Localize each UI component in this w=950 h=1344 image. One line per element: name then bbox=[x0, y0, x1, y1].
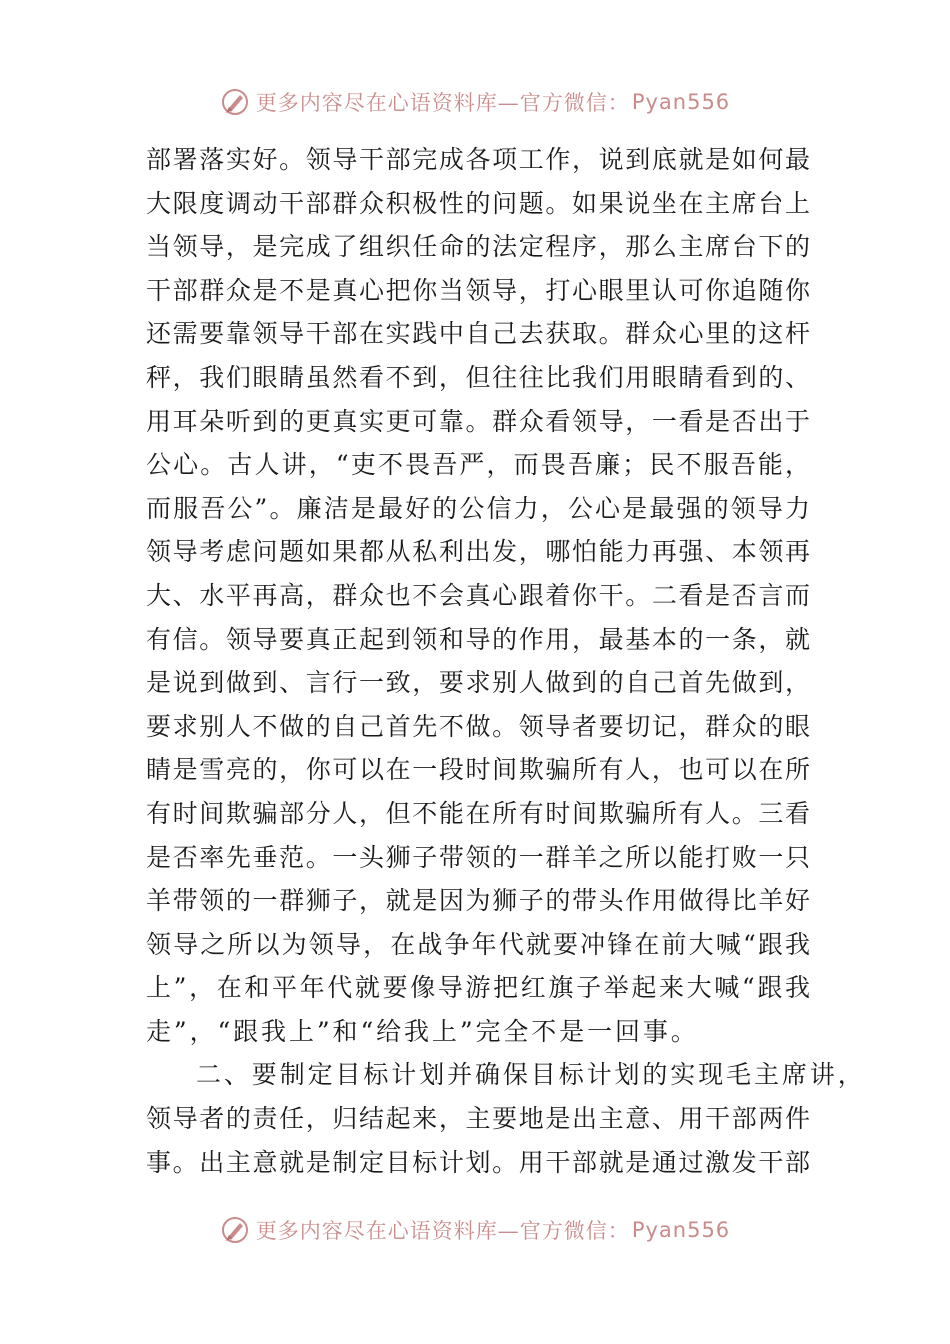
header-banner-id: Pyan556 bbox=[631, 90, 731, 114]
pen-logo-icon bbox=[220, 1215, 250, 1245]
body-line: 用耳朵听到的更真实更可靠。群众看领导，一看是否出于 bbox=[146, 406, 810, 436]
body-line: 事。出主意就是制定目标计划。用干部就是通过激发干部 bbox=[146, 1147, 810, 1177]
pen-logo-icon bbox=[220, 87, 250, 117]
body-line: 当领导，是完成了组织任命的法定程序，那么主席台下的 bbox=[146, 232, 810, 262]
document-body bbox=[146, 138, 866, 1184]
body-line: 领导考虑问题如果都从私利出发，哪怕能力再强、本领再 bbox=[146, 537, 810, 567]
header-banner-text: 更多内容尽在心语资料库—官方微信： bbox=[255, 91, 630, 115]
body-line: 领导者的责任，归结起来，主要地是出主意、用干部两件 bbox=[146, 1104, 810, 1134]
body-line: 秤，我们眼睛虽然看不到，但往往比我们用眼睛看到的、 bbox=[146, 362, 810, 392]
body-line: 是否率先垂范。一头狮子带领的一群羊之所以能打败一只 bbox=[146, 842, 810, 872]
body-line: 大、水平再高，群众也不会真心跟着你干。二看是否言而 bbox=[146, 580, 810, 610]
footer-banner-text: 更多内容尽在心语资料库—官方微信： bbox=[255, 1219, 630, 1243]
body-line: 而服吾公”。廉洁是最好的公信力，公心是最强的领导力 bbox=[146, 493, 810, 523]
body-line: 睛是雪亮的，你可以在一段时间欺骗所有人，也可以在所 bbox=[146, 755, 810, 785]
body-line: 走”，“跟我上”和“给我上”完全不是一回事。 bbox=[146, 1016, 699, 1046]
body-line: 公心。古人讲，“吏不畏吾严，而畏吾廉；民不服吾能， bbox=[146, 450, 810, 480]
body-line: 部署落实好。领导干部完成各项工作，说到底就是如何最 bbox=[146, 145, 810, 174]
header-banner bbox=[0, 82, 950, 122]
body-line: 有时间欺骗部分人，但不能在所有时间欺骗所有人。三看 bbox=[146, 798, 810, 828]
body-line: 领导之所以为领导，在战争年代就要冲锋在前大喊“跟我 bbox=[146, 929, 810, 959]
body-line: 羊带领的一群狮子，就是因为狮子的带头作用做得比羊好 bbox=[146, 886, 810, 916]
body-line: 大限度调动干部群众积极性的问题。如果说坐在主席台上 bbox=[146, 188, 810, 218]
body-line: 干部群众是不是真心把你当领导，打心眼里认可你追随你 bbox=[146, 275, 810, 305]
body-line: 还需要靠领导干部在实践中自己去获取。群众心里的这杆 bbox=[146, 319, 810, 349]
section-heading-line: 二、要制定目标计划并确保目标计划的实现毛主席讲， bbox=[196, 1060, 866, 1090]
body-line: 有信。领导要真正起到领和导的作用，最基本的一条，就 bbox=[146, 624, 810, 654]
body-line: 是说到做到、言行一致，要求别人做到的自己首先做到， bbox=[146, 668, 810, 698]
footer-banner bbox=[0, 1210, 950, 1250]
footer-banner-id: Pyan556 bbox=[631, 1218, 731, 1242]
body-line: 上”，在和平年代就要像导游把红旗子举起来大喊“跟我 bbox=[146, 973, 810, 1003]
body-line: 要求别人不做的自己首先不做。领导者要切记，群众的眼 bbox=[146, 711, 810, 741]
